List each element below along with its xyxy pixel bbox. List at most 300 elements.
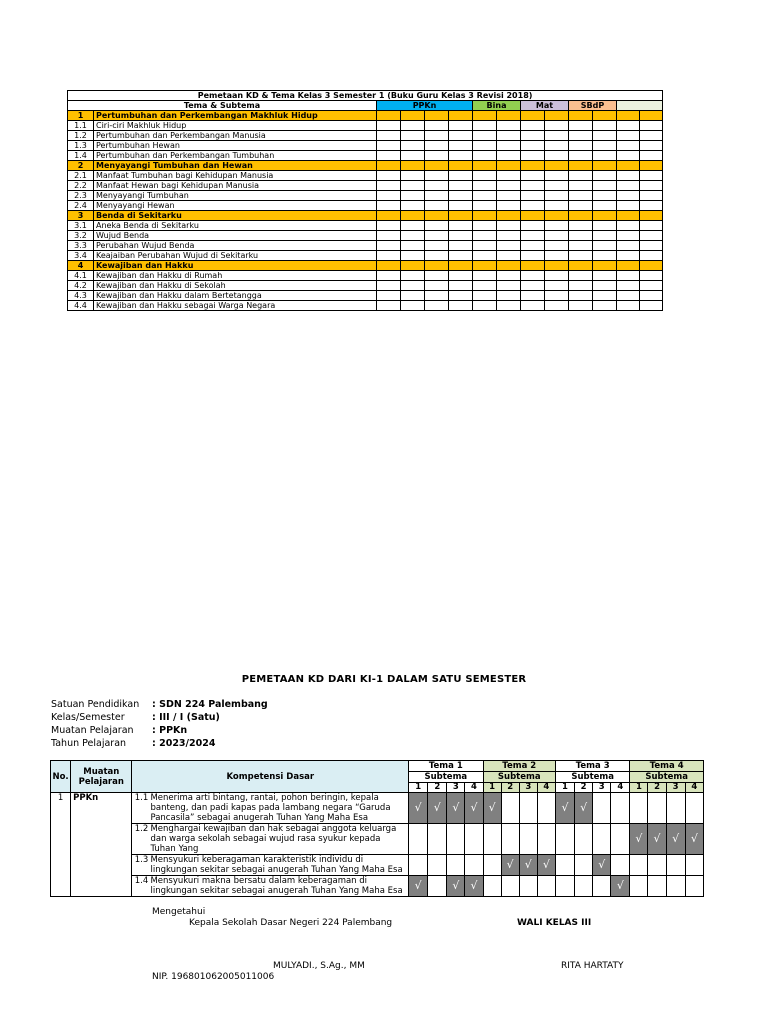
kd-row <box>51 824 704 855</box>
subtema-row <box>68 201 663 211</box>
check-mark-cell: √ <box>465 876 483 897</box>
mapping-cell <box>545 141 569 151</box>
tema-row <box>68 261 663 271</box>
mapping-cell <box>497 171 521 181</box>
subtema-number-cell: 3 <box>519 783 537 793</box>
subtema-label: Ciri-ciri Makhluk Hidup <box>94 121 377 131</box>
col-no: No. <box>51 761 71 793</box>
mapping-cell <box>617 261 640 271</box>
mapping-cell <box>569 241 593 251</box>
mapping-cell <box>449 301 473 311</box>
mapping-cell <box>449 221 473 231</box>
mapping-cell <box>377 161 401 171</box>
subtema-header-4: Subtema <box>630 772 704 783</box>
empty-cell <box>537 793 555 824</box>
mapping-cell <box>593 291 617 301</box>
mapping-cell <box>497 261 521 271</box>
mapping-cell <box>617 181 640 191</box>
mapping-cell <box>425 151 449 161</box>
mapping-cell <box>640 251 663 261</box>
subtema-number-cell: 3 <box>666 783 685 793</box>
mapping-cell <box>425 231 449 241</box>
mapping-cell <box>425 241 449 251</box>
mapping-cell <box>497 301 521 311</box>
section2-title: PEMETAAN KD DARI KI-1 DALAM SATU SEMESTER <box>241 674 527 685</box>
empty-cell <box>537 876 555 897</box>
empty-cell <box>465 855 483 876</box>
tema-2-header: Tema 2 <box>483 761 555 772</box>
kd-text: Mensyukuri keberagaman karakteristik individu di lingkungan sekitar sebagai anugerah Tuhan Yang Maha Esa <box>150 855 403 875</box>
mapping-cell <box>401 241 425 251</box>
mapping-cell <box>640 171 663 181</box>
subtema-label: Pertumbuhan dan Perkembangan Tumbuhan <box>94 151 377 161</box>
subtema-number-cell: 2 <box>501 783 519 793</box>
subtema-row <box>68 191 663 201</box>
subtema-header-2: Subtema <box>483 772 555 783</box>
mapping-cell <box>473 251 497 261</box>
col-tema-subtema: Tema & Subtema <box>68 101 377 111</box>
mapping-cell <box>521 281 545 291</box>
mapping-cell <box>521 201 545 211</box>
kd-ki1-table <box>50 760 704 897</box>
mapping-cell <box>593 201 617 211</box>
mapping-cell <box>569 171 593 181</box>
subtema-number-cell: 3 <box>593 783 611 793</box>
mapping-cell <box>521 111 545 121</box>
subtema-number: 3.3 <box>68 241 94 251</box>
mapping-cell <box>473 171 497 181</box>
subtema-number: 4.4 <box>68 301 94 311</box>
mapping-cell <box>473 141 497 151</box>
check-mark-cell: √ <box>685 824 703 855</box>
subtema-number-cell: 2 <box>648 783 666 793</box>
empty-cell <box>575 876 593 897</box>
mapping-cell <box>640 121 663 131</box>
kompetensi-dasar-cell <box>132 793 409 824</box>
subtema-number-cell: 2 <box>428 783 447 793</box>
empty-cell <box>593 793 611 824</box>
meta-label-muatan: Muatan Pelajaran <box>51 725 134 736</box>
mapping-cell <box>497 251 521 261</box>
check-mark-cell: √ <box>447 793 465 824</box>
mapping-cell <box>617 151 640 161</box>
check-mark-cell: √ <box>648 824 666 855</box>
tema-number: 2 <box>68 161 94 171</box>
subtema-label: Wujud Benda <box>94 231 377 241</box>
mapping-cell <box>497 131 521 141</box>
mapping-cell <box>593 281 617 291</box>
subtema-row <box>68 131 663 141</box>
mapping-cell <box>449 171 473 181</box>
meta-value-satuan: : SDN 224 Palembang <box>152 699 268 710</box>
subtema-label: Menyayangi Hewan <box>94 201 377 211</box>
mapping-cell <box>497 201 521 211</box>
mapping-cell <box>401 151 425 161</box>
empty-cell <box>537 824 555 855</box>
kd-text: Mensyukuri makna bersatu dalam keberagaman di lingkungan sekitar sebagai anugerah Tuhan Yang Maha Esa <box>150 876 403 896</box>
meta-value-kelas: : III / I (Satu) <box>152 712 220 723</box>
mapping-cell <box>593 171 617 181</box>
mapping-cell <box>401 271 425 281</box>
mapping-cell <box>425 291 449 301</box>
kd-row <box>51 855 704 876</box>
mapping-cell <box>617 271 640 281</box>
mapping-cell <box>617 161 640 171</box>
subtema-number-cell: 4 <box>465 783 483 793</box>
mapping-cell <box>617 141 640 151</box>
kd-tema-mapping-table <box>67 90 663 311</box>
mapping-cell <box>401 141 425 151</box>
mapping-cell <box>593 121 617 131</box>
check-mark-cell: √ <box>519 855 537 876</box>
mapping-cell <box>617 301 640 311</box>
mapping-cell <box>521 211 545 221</box>
empty-cell <box>409 824 428 855</box>
mapping-cell <box>377 111 401 121</box>
subtema-number-cell: 1 <box>483 783 501 793</box>
mapping-cell <box>545 211 569 221</box>
col-sbdp: SBdP <box>569 101 617 111</box>
col-bina: Bina <box>473 101 521 111</box>
mapping-cell <box>617 111 640 121</box>
subtema-number: 2.4 <box>68 201 94 211</box>
mapping-cell <box>473 221 497 231</box>
check-mark-cell: √ <box>630 824 648 855</box>
subtema-row <box>68 241 663 251</box>
mapping-cell <box>640 111 663 121</box>
mapping-cell <box>473 301 497 311</box>
empty-cell <box>465 824 483 855</box>
empty-cell <box>428 876 447 897</box>
kompetensi-dasar-cell <box>132 876 409 897</box>
mapping-cell <box>497 181 521 191</box>
mapping-cell <box>593 211 617 221</box>
mapping-cell <box>569 121 593 131</box>
subtema-number-cell: 1 <box>630 783 648 793</box>
mapping-cell <box>377 171 401 181</box>
mapping-cell <box>521 121 545 131</box>
mapping-cell <box>401 251 425 261</box>
mapping-cell <box>593 231 617 241</box>
subtema-label: Perubahan Wujud Benda <box>94 241 377 251</box>
empty-cell <box>501 876 519 897</box>
mapping-cell <box>497 161 521 171</box>
mapping-cell <box>569 111 593 121</box>
empty-cell <box>685 876 703 897</box>
mapping-cell <box>377 241 401 251</box>
empty-cell <box>630 793 648 824</box>
mapping-cell <box>569 291 593 301</box>
mapping-cell <box>449 161 473 171</box>
mapping-cell <box>569 141 593 151</box>
col-kompetensi-dasar: Kompetensi Dasar <box>132 761 409 793</box>
subtema-row <box>68 231 663 241</box>
mapping-cell <box>617 221 640 231</box>
check-mark-cell: √ <box>666 824 685 855</box>
mapping-cell <box>569 191 593 201</box>
mapping-cell <box>425 161 449 171</box>
kd-row <box>51 876 704 897</box>
mapping-cell <box>593 221 617 231</box>
tema-1-header: Tema 1 <box>409 761 483 772</box>
tema-number: 3 <box>68 211 94 221</box>
mapping-cell <box>593 191 617 201</box>
mapping-cell <box>401 191 425 201</box>
mapping-cell <box>593 141 617 151</box>
mapping-cell <box>449 261 473 271</box>
empty-cell <box>483 824 501 855</box>
mapping-cell <box>521 191 545 201</box>
mapping-cell <box>545 291 569 301</box>
tema-row <box>68 161 663 171</box>
mapping-cell <box>640 221 663 231</box>
mapping-cell <box>569 211 593 221</box>
check-mark-cell: √ <box>483 793 501 824</box>
mapping-cell <box>377 191 401 201</box>
subtema-number-cell: 4 <box>611 783 630 793</box>
col-mat: Mat <box>521 101 569 111</box>
mapping-cell <box>640 271 663 281</box>
empty-cell <box>447 855 465 876</box>
subtema-label: Kewajiban dan Hakku dalam Bertetangga <box>94 291 377 301</box>
kd-number: 1.4 <box>134 876 149 886</box>
mapping-cell <box>545 241 569 251</box>
mapping-cell <box>617 201 640 211</box>
mapping-cell <box>521 291 545 301</box>
kd-number: 1.3 <box>134 855 149 865</box>
empty-cell <box>447 824 465 855</box>
check-mark-cell: √ <box>501 855 519 876</box>
mapping-cell <box>521 251 545 261</box>
mapping-cell <box>593 151 617 161</box>
mapping-cell <box>545 181 569 191</box>
mapping-cell <box>617 231 640 241</box>
mapping-cell <box>521 271 545 281</box>
mapping-cell <box>521 221 545 231</box>
mapping-cell <box>377 251 401 261</box>
mapping-cell <box>401 301 425 311</box>
mapping-cell <box>545 301 569 311</box>
mapping-cell <box>640 151 663 161</box>
mapping-cell <box>377 301 401 311</box>
check-mark-cell: √ <box>593 855 611 876</box>
mapping-cell <box>617 281 640 291</box>
empty-cell <box>519 876 537 897</box>
subtema-row <box>68 271 663 281</box>
mapping-cell <box>640 131 663 141</box>
mapping-cell <box>473 271 497 281</box>
mapping-cell <box>640 181 663 191</box>
subtema-label: Menyayangi Tumbuhan <box>94 191 377 201</box>
check-mark-cell: √ <box>611 876 630 897</box>
mapping-cell <box>593 161 617 171</box>
mapping-cell <box>401 261 425 271</box>
subtema-number: 2.2 <box>68 181 94 191</box>
empty-cell <box>575 855 593 876</box>
kepala-sekolah-nip: NIP. 196801062005011006 <box>152 972 275 982</box>
mapping-cell <box>473 191 497 201</box>
muatan-pelajaran-value: PPKn <box>71 793 132 897</box>
tema-label: Menyayangi Tumbuhan dan Hewan <box>94 161 377 171</box>
mapping-cell <box>497 271 521 281</box>
subtema-number: 1.3 <box>68 141 94 151</box>
mapping-cell <box>401 201 425 211</box>
mapping-cell <box>449 271 473 281</box>
kepala-sekolah-name: MULYADI., S.Ag., MM <box>273 961 365 971</box>
empty-cell <box>648 793 666 824</box>
mapping-cell <box>569 131 593 141</box>
mapping-cell <box>449 291 473 301</box>
mapping-cell <box>473 261 497 271</box>
subtema-label: Manfaat Tumbuhan bagi Kehidupan Manusia <box>94 171 377 181</box>
subtema-row <box>68 301 663 311</box>
mapping-cell <box>640 211 663 221</box>
empty-cell <box>666 793 685 824</box>
subtema-number-cell: 4 <box>537 783 555 793</box>
mapping-cell <box>569 161 593 171</box>
mapping-cell <box>425 251 449 261</box>
empty-cell <box>555 824 574 855</box>
mapping-cell <box>425 281 449 291</box>
subtema-label: Kewajiban dan Hakku sebagai Warga Negara <box>94 301 377 311</box>
mapping-cell <box>377 181 401 191</box>
subtema-number: 4.2 <box>68 281 94 291</box>
mapping-cell <box>401 161 425 171</box>
mapping-cell <box>377 221 401 231</box>
mapping-cell <box>497 291 521 301</box>
subtema-number: 2.3 <box>68 191 94 201</box>
mapping-cell <box>425 211 449 221</box>
empty-cell <box>685 855 703 876</box>
mapping-cell <box>377 261 401 271</box>
col-extra <box>617 101 663 111</box>
subtema-row <box>68 281 663 291</box>
mapping-cell <box>569 181 593 191</box>
subtema-number: 4.3 <box>68 291 94 301</box>
mapping-cell <box>449 181 473 191</box>
kd-text: Menerima arti bintang, rantai, pohon beringin, kepala banteng, dan padi kapas pada lambang negara “Garuda Pancasila” sebagai anugerah Tuhan Yang Maha Esa <box>150 793 391 823</box>
tema-3-header: Tema 3 <box>555 761 629 772</box>
subtema-row <box>68 221 663 231</box>
mengetahui-text: Mengetahui <box>152 907 206 917</box>
mapping-cell <box>521 131 545 141</box>
subtema-label: Kewajiban dan Hakku di Rumah <box>94 271 377 281</box>
mapping-cell <box>449 281 473 291</box>
mapping-cell <box>569 221 593 231</box>
empty-cell <box>519 824 537 855</box>
subtema-label: Pertumbuhan Hewan <box>94 141 377 151</box>
check-mark-cell: √ <box>575 793 593 824</box>
mapping-cell <box>449 121 473 131</box>
subtema-header-1: Subtema <box>409 772 483 783</box>
mapping-cell <box>545 151 569 161</box>
check-mark-cell: √ <box>409 793 428 824</box>
mapping-cell <box>545 191 569 201</box>
empty-cell <box>666 855 685 876</box>
kompetensi-dasar-cell <box>132 824 409 855</box>
mapping-cell <box>401 131 425 141</box>
subtema-label: Manfaat Hewan bagi Kehidupan Manusia <box>94 181 377 191</box>
tema-row <box>68 111 663 121</box>
mapping-cell <box>449 111 473 121</box>
mapping-cell <box>521 241 545 251</box>
wali-kelas-name: RITA HARTATY <box>561 961 624 971</box>
mapping-cell <box>593 261 617 271</box>
mapping-cell <box>497 221 521 231</box>
subtema-label: Pertumbuhan dan Perkembangan Manusia <box>94 131 377 141</box>
mapping-cell <box>569 281 593 291</box>
mapping-cell <box>425 121 449 131</box>
mapping-cell <box>497 211 521 221</box>
wali-kelas-title: WALI KELAS III <box>517 918 592 928</box>
subtema-row <box>68 181 663 191</box>
subtema-number: 3.2 <box>68 231 94 241</box>
mapping-cell <box>449 231 473 241</box>
mapping-cell <box>545 221 569 231</box>
mapping-cell <box>545 171 569 181</box>
mapping-cell <box>473 231 497 241</box>
mapping-cell <box>497 241 521 251</box>
mapping-cell <box>497 231 521 241</box>
mapping-cell <box>593 271 617 281</box>
mapping-cell <box>401 211 425 221</box>
meta-label-kelas: Kelas/Semester <box>51 712 125 723</box>
mapping-cell <box>401 231 425 241</box>
empty-cell <box>428 824 447 855</box>
subtema-row <box>68 291 663 301</box>
mapping-cell <box>401 221 425 231</box>
empty-cell <box>555 876 574 897</box>
subtema-number: 2.1 <box>68 171 94 181</box>
meta-value-muatan: : PPKn <box>152 725 188 736</box>
mapping-cell <box>593 241 617 251</box>
empty-cell <box>593 824 611 855</box>
mapping-cell <box>593 181 617 191</box>
mapping-cell <box>425 301 449 311</box>
mapping-cell <box>449 131 473 141</box>
mapping-cell <box>473 241 497 251</box>
subtema-label: Kewajiban dan Hakku di Sekolah <box>94 281 377 291</box>
mapping-cell <box>449 211 473 221</box>
empty-cell <box>483 855 501 876</box>
tema-4-header: Tema 4 <box>630 761 704 772</box>
mapping-cell <box>521 181 545 191</box>
mapping-cell <box>401 171 425 181</box>
mapping-cell <box>640 201 663 211</box>
subtema-number: 4.1 <box>68 271 94 281</box>
mapping-cell <box>449 201 473 211</box>
mapping-cell <box>449 151 473 161</box>
empty-cell <box>666 876 685 897</box>
mapping-cell <box>473 281 497 291</box>
subtema-number-cell: 2 <box>575 783 593 793</box>
mapping-cell <box>593 131 617 141</box>
mapping-cell <box>401 281 425 291</box>
mapping-cell <box>593 301 617 311</box>
mapping-cell <box>640 281 663 291</box>
mapping-cell <box>521 171 545 181</box>
mapping-cell <box>640 161 663 171</box>
mapping-cell <box>377 141 401 151</box>
subtema-row <box>68 121 663 131</box>
empty-cell <box>555 855 574 876</box>
mapping-cell <box>545 271 569 281</box>
mapping-cell <box>640 301 663 311</box>
mapping-cell <box>617 131 640 141</box>
mapping-cell <box>425 221 449 231</box>
empty-cell <box>630 876 648 897</box>
mapping-cell <box>449 191 473 201</box>
